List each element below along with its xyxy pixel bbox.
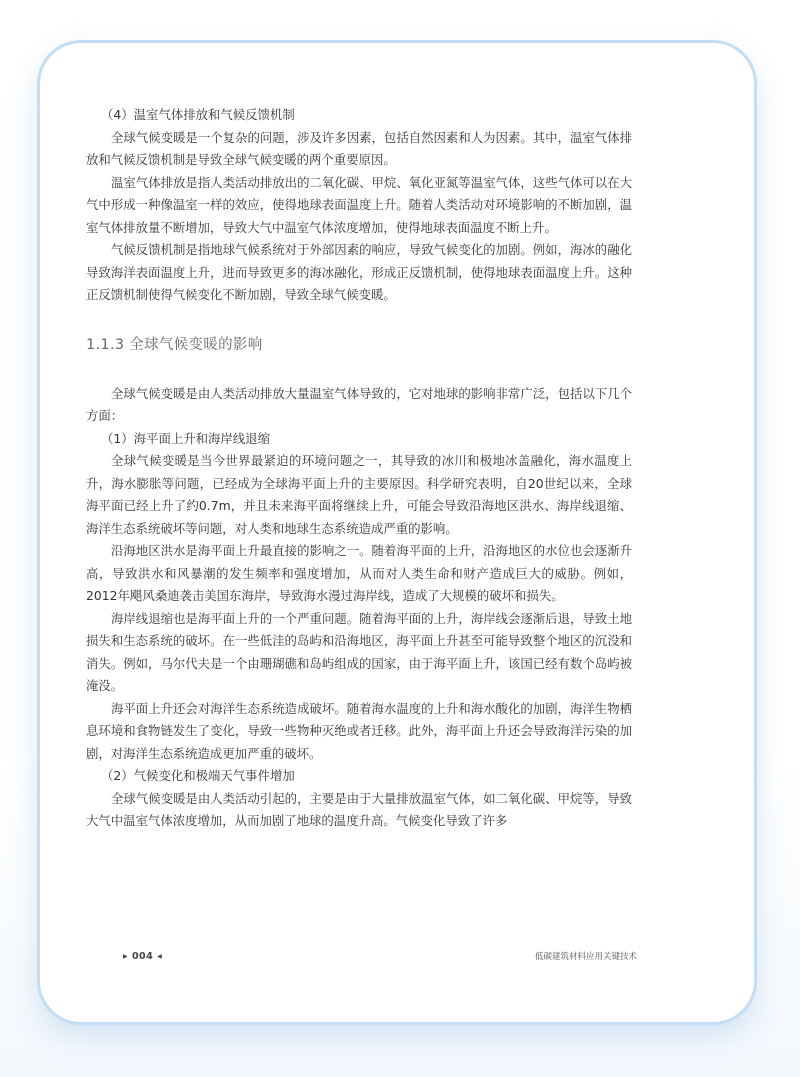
page-number: 004 xyxy=(131,950,154,962)
page-marker-left-icon: ▶ xyxy=(123,952,129,960)
paragraph: 全球气候变暖是当今世界最紧迫的环境问题之一，其导致的冰川和极地冰盖融化，海水温度上升，海水膨胀等问题，已经成为全球海平面上升的主要原因。科学研究表明，自20世纪以来，全球海平面已经上升了约0.7m，并且未来海平面将继续上升，可能会导致沿海地区洪水、海岸线退缩、海洋生态系统破坏等问题，对人类和地球生态系统造成严重的影响。 xyxy=(86,453,632,536)
paragraph: 沿海地区洪水是海平面上升最直接的影响之一。随着海平面的上升，沿海地区的水位也会逐渐升高，导致洪水和风暴潮的发生频率和强度增加，从而对人类生命和财产造成巨大的威胁。例如，2012年飓风桑迪袭击美国东海岸，导致海水漫过海岸线，造成了大规模的破坏和损失。 xyxy=(86,543,632,603)
page-body xyxy=(86,104,632,833)
page-footer xyxy=(123,950,637,962)
paragraph: 全球气候变暖是一个复杂的问题，涉及许多因素，包括自然因素和人为因素。其中，温室气体排放和气候反馈机制是导致全球气候变暖的两个重要原因。 xyxy=(86,129,632,167)
subsection-title: （2）气候变化和极端天气事件增加 xyxy=(101,768,295,783)
paragraph: 全球气候变暖是由人类活动排放大量温室气体导致的，它对地球的影响非常广泛，包括以下几个方面： xyxy=(86,385,632,423)
paragraph: 海平面上升还会对海洋生态系统造成破坏。随着海水温度的上升和海水酸化的加剧，海洋生物栖息环境和食物链发生了变化，导致一些物种灭绝或者迁移。此外，海平面上升还会导致海洋污染的加剧，对海洋生态系统造成更加严重的破坏。 xyxy=(86,700,632,761)
book-title: 低碳建筑材料应用关键技术 xyxy=(534,952,637,962)
paragraph: 气候反馈机制是指地球气候系统对于外部因素的响应，导致气候变化的加剧。例如，海冰的融化导致海洋表面温度上升，进而导致更多的海冰融化，形成正反馈机制，使得地球表面温度上升。这种正反馈机制使得气候变化不断加剧，导致全球气候变暖。 xyxy=(86,242,632,302)
section-heading: 1.1.3 全球气候变暖的影响 xyxy=(86,336,263,353)
subsection-title: （1）海平面上升和海岸线退缩 xyxy=(101,430,270,446)
paragraph: 全球气候变暖是由人类活动引起的，主要是由于大量排放温室气体，如二氧化碳、甲烷等，导致大气中温室气体浓度增加，从而加剧了地球的温度升高。气候变化导致了许多 xyxy=(86,790,632,828)
page-number-group xyxy=(123,951,162,962)
section-title: （4）温室气体排放和气候反馈机制 xyxy=(101,107,295,122)
page-marker-right-icon: ◀ xyxy=(157,952,163,960)
paragraph: 温室气体排放是指人类活动排放出的二氧化碳、甲烷、氧化亚氮等温室气体，这些气体可以在大气中形成一种像温室一样的效应，使得地球表面温度上升。随着人类活动对环境影响的不断加剧，温室气体排放量不断增加，导致大气中温室气体浓度增加，使得地球表面温度不断上升。 xyxy=(86,174,632,235)
paragraph: 海岸线退缩也是海平面上升的一个严重问题。随着海平面的上升，海岸线会逐渐后退，导致土地损失和生态系统的破坏。在一些低洼的岛屿和沿海地区，海平面上升甚至可能导致整个地区的沉没和消失。例如，马尔代夫是一个由珊瑚礁和岛屿组成的国家，由于海平面上升，该国已经有数个岛屿被淹没。 xyxy=(86,610,632,693)
